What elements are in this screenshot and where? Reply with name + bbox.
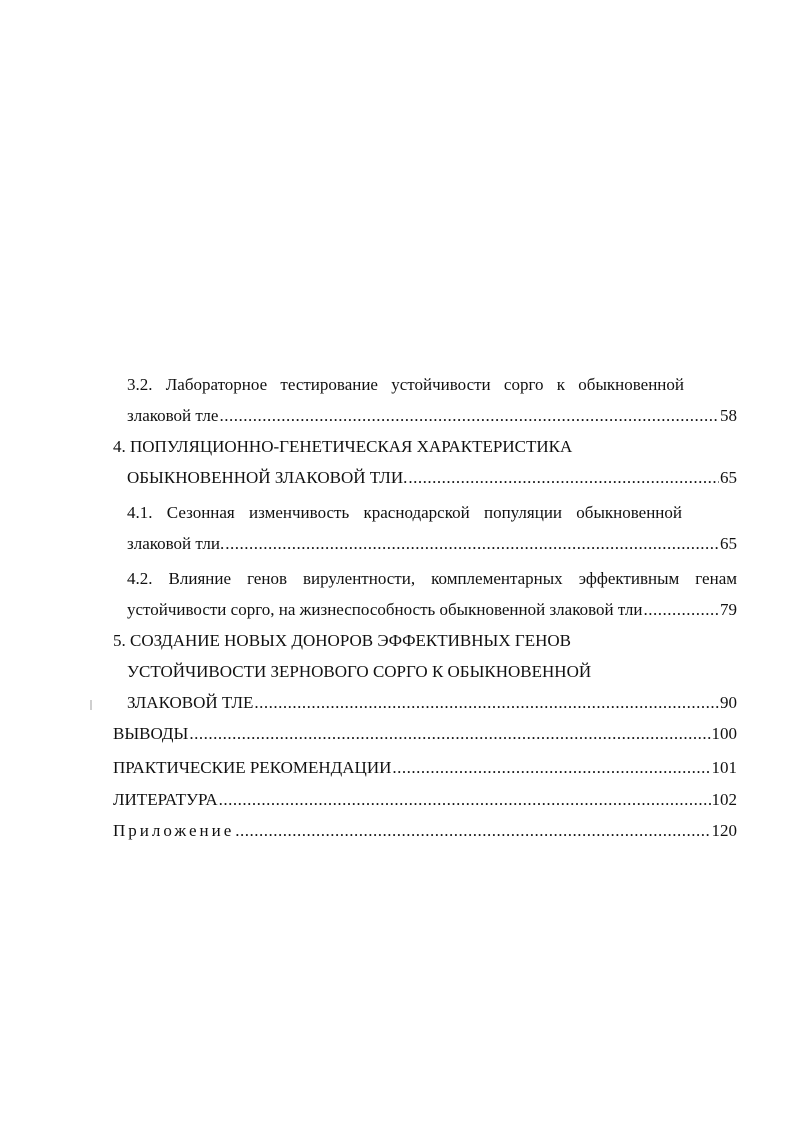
toc-leader-dots <box>408 465 719 491</box>
toc-entry-5-line1 <box>113 628 623 654</box>
toc-entry-text: ОБЫКНОВЕННОЙ ЗЛАКОВОЙ ТЛИ. <box>127 468 408 487</box>
toc-entry-text: 4. ПОПУЛЯЦИОННО-ГЕНЕТИЧЕСКАЯ ХАРАКТЕРИСТИКА <box>113 437 573 456</box>
toc-entry-4-1-line2 <box>127 531 737 557</box>
toc-entry-text: ЗЛАКОВОЙ ТЛЕ <box>127 693 254 712</box>
toc-page-number: 90 <box>720 693 737 712</box>
toc-leader-dots <box>643 597 719 623</box>
toc-page-number: 120 <box>711 821 737 840</box>
toc-entry-text: ПРАКТИЧЕСКИЕ РЕКОМЕНДАЦИИ <box>113 758 392 777</box>
toc-entry-text: злаковой тли. <box>127 534 225 553</box>
toc-entry-4-line2 <box>127 465 737 491</box>
toc-entry-4-1-line1 <box>127 500 682 526</box>
toc-entry-3-2-line1 <box>127 372 684 398</box>
toc-entry-text: устойчивости сорго, на жизнеспособность обыкновенной злаковой тли <box>127 600 643 619</box>
toc-entry-text: ВЫВОДЫ <box>113 724 189 743</box>
toc-entry-3-2-line2 <box>127 403 737 429</box>
toc-leader-dots <box>254 690 719 716</box>
toc-entry-4-2-line1 <box>127 566 737 592</box>
toc-leader-dots <box>219 403 719 429</box>
toc-leader-dots <box>219 787 711 813</box>
toc-page-number: 65 <box>720 534 737 553</box>
toc-entry-text: УСТОЙЧИВОСТИ ЗЕРНОВОГО СОРГО К ОБЫКНОВЕННОЙ <box>127 662 592 681</box>
toc-entry-text: ЛИТЕРАТУРА <box>113 790 218 809</box>
toc-page-number: 65 <box>720 468 737 487</box>
toc-entry-5-line3 <box>127 690 737 716</box>
toc-entry-conclusions <box>113 721 737 747</box>
toc-entry-text: 5. СОЗДАНИЕ НОВЫХ ДОНОРОВ ЭФФЕКТИВНЫХ ГЕНОВ <box>113 631 571 650</box>
toc-page-number: 102 <box>711 790 737 809</box>
toc-entry-5-line2 <box>127 659 637 685</box>
toc-entry-literature <box>113 787 737 813</box>
toc-entry-text: Приложение <box>113 821 235 840</box>
toc-entry-4-line1 <box>113 434 623 460</box>
toc-page-number: 58 <box>720 406 737 425</box>
toc-leader-dots <box>189 721 710 747</box>
toc-entry-4-2-line2 <box>127 597 737 623</box>
toc-leader-dots <box>225 531 719 557</box>
toc-page-number: 100 <box>711 724 737 743</box>
toc-entry-text: 3.2. Лабораторное тестирование устойчивости сорго к обыкновенной <box>127 375 684 394</box>
toc-entry-text: злаковой тле <box>127 406 219 425</box>
toc-entry-text: 4.1. Сезонная изменчивость краснодарской популяции обыкновенной <box>127 503 682 522</box>
toc-leader-dots <box>235 818 710 844</box>
toc-entry-recommendations <box>113 755 737 781</box>
toc-page-number: 79 <box>720 600 737 619</box>
toc-entry-appendix <box>113 818 737 844</box>
toc-page-number: 101 <box>711 758 737 777</box>
toc-entry-text: 4.2. Влияние генов вирулентности, комплементарных эффективным генам <box>127 569 737 588</box>
toc-leader-dots <box>392 755 710 781</box>
